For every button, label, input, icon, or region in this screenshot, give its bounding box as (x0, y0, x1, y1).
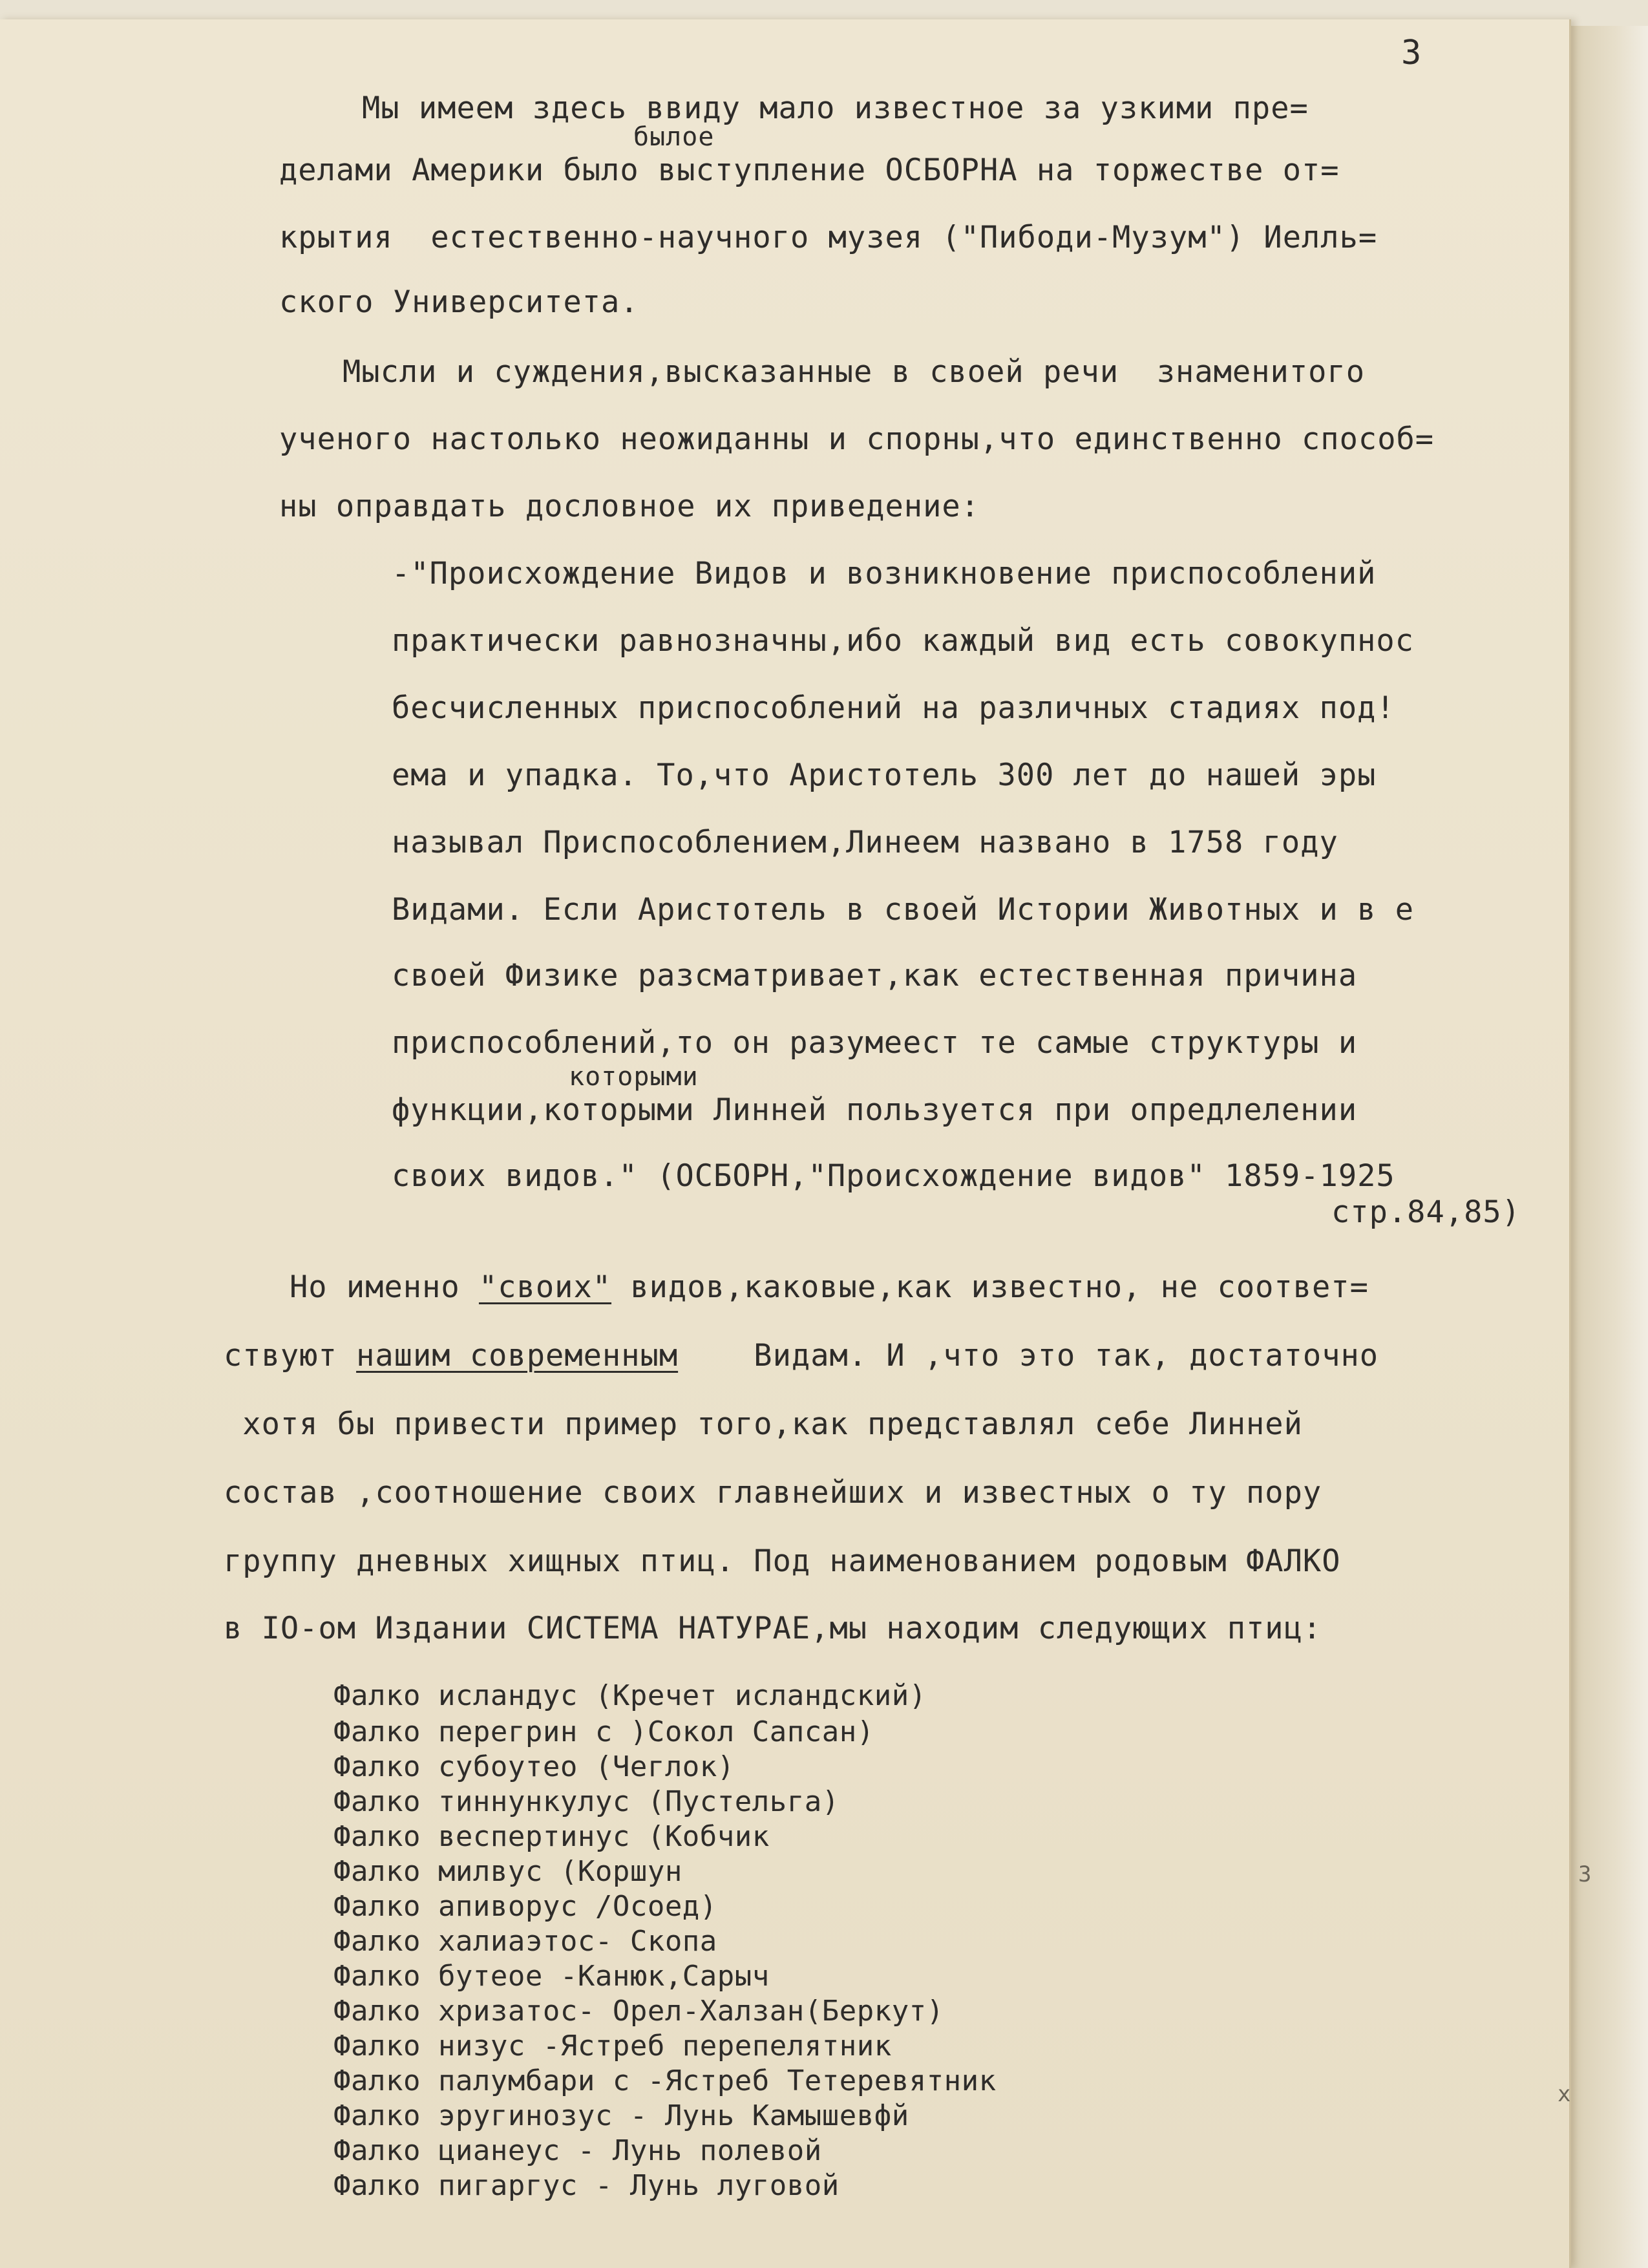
quote-line-5: называл Приспособлением,Линеем названо в 1758 году (392, 825, 1338, 860)
paragraph3-line-5: группу дневных хищных птиц. Под наименованием родовым ФАЛКО (224, 1543, 1341, 1579)
quote-line-8: приспособлений,то он разумеест те самые структуры и (392, 1025, 1358, 1061)
quote-line-7: своей Физике разсматривает,как естественная причина (392, 958, 1358, 993)
typewritten-page (0, 19, 1571, 2268)
species-item: Фалко веспертинус (Кобчик (333, 1820, 770, 1853)
paragraph3-line-1 (290, 1269, 1369, 1306)
quote-line-3: бесчисленных приспособлений на различных стадиях под! (392, 690, 1395, 726)
paragraph3-line-2-start: ствуют (224, 1338, 357, 1373)
species-item: Фалко палумбари с -Ястреб Тетеревятник (333, 2064, 997, 2097)
species-item: Фалко эругинозус - Лунь Камышевфй (333, 2099, 909, 2132)
quote-citation-tail: стр.84,85) (1331, 1194, 1521, 1230)
paragraph3-line-1-start: Но именно (290, 1269, 479, 1305)
handwritten-insert-1: былое (633, 122, 715, 152)
species-item: Фалко субоутео (Чеглок) (333, 1750, 735, 1783)
species-item: Фалко тиннункулус (Пустельга) (333, 1785, 840, 1818)
margin-mark: x (1558, 2081, 1571, 2107)
paragraph2-line-1: Мысли и суждения,высказанные в своей речи знаменитого (343, 354, 1366, 390)
species-item: Фалко низус -Ястреб перепелятник (333, 2030, 892, 2062)
paragraph2-line-3: ны оправдать дословное их приведение: (279, 489, 980, 524)
species-item: Фалко халиаэтос- Скопа (333, 1925, 717, 1958)
quote-line-9: функции,которыми Линней пользуется при опредлелении (392, 1092, 1358, 1128)
species-item: Фалко перегрин с )Сокол Сапсан) (333, 1715, 874, 1748)
species-item: Фалко исландус (Кречет исландский) (333, 1679, 927, 1712)
paragraph1-line-2: делами Америки было выступление ОСБОРНА на торжестве от= (279, 153, 1340, 188)
handwritten-insert-2: которыми (569, 1062, 699, 1092)
quote-line-6: Видами. Если Аристотель в своей Истории Животных и в е (392, 892, 1415, 927)
species-item: Фалко бутеое -Канюк,Сарыч (333, 1960, 770, 1993)
paragraph3-line-2-end: Видам. И ,что это так, достаточно (678, 1338, 1379, 1373)
paragraph3-line-3: хотя бы привести пример того,как представлял себе Линней (224, 1406, 1303, 1442)
paragraph1-line-4: ского Университета. (279, 284, 639, 320)
underlined-word-svoikh: "своих" (478, 1269, 612, 1305)
quote-line-10: своих видов." (ОСБОРН,"Происхождение видов" 1859-1925 (392, 1158, 1395, 1194)
paragraph3-line-1-end: видов,каковые,как известно, не соответ= (611, 1269, 1369, 1305)
paragraph1-line-3: крытия естественно-научного музея ("Пибоди-Музум") Иелль= (279, 220, 1378, 255)
paragraph3-line-4: состав ,соотношение своих главнейших и известных о ту пору (224, 1475, 1322, 1510)
species-item: Фалко цианеус - Лунь полевой (333, 2134, 822, 2167)
paragraph3-line-6: в IO-ом Издании СИСТЕМА НАТУРАЕ,мы находим следующих птиц: (224, 1611, 1322, 1646)
species-item: Фалко пигаргус - Лунь луговой (333, 2169, 840, 2202)
quote-line-1: -"Происхождение Видов и возникновение приспособлений (392, 556, 1377, 591)
paragraph3-line-2 (224, 1338, 1379, 1374)
species-item: Фалко милвус (Коршун (333, 1855, 682, 1888)
margin-mark: 3 (1578, 1861, 1592, 1887)
paragraph1-line-1: Мы имеем здесь ввиду мало известное за узкими пре= (362, 90, 1309, 126)
species-item: Фалко апиворус /Осоед) (333, 1890, 717, 1923)
quote-line-2: практически равнозначны,ибо каждый вид есть совокупнос (392, 623, 1415, 659)
species-item: Фалко хризатос- Орел-Халзан(Беркут) (333, 1995, 944, 2028)
underlying-sheet (1569, 26, 1648, 2268)
paragraph2-line-2: ученого настолько неожиданны и спорны,что единственно способ= (279, 421, 1435, 457)
quote-line-4: ема и упадка. То,что Аристотель 300 лет до нашей эры (392, 758, 1377, 793)
page-number: 3 (1401, 34, 1422, 72)
underlined-phrase-nashim-sovremennym: нашим современным (356, 1338, 679, 1373)
